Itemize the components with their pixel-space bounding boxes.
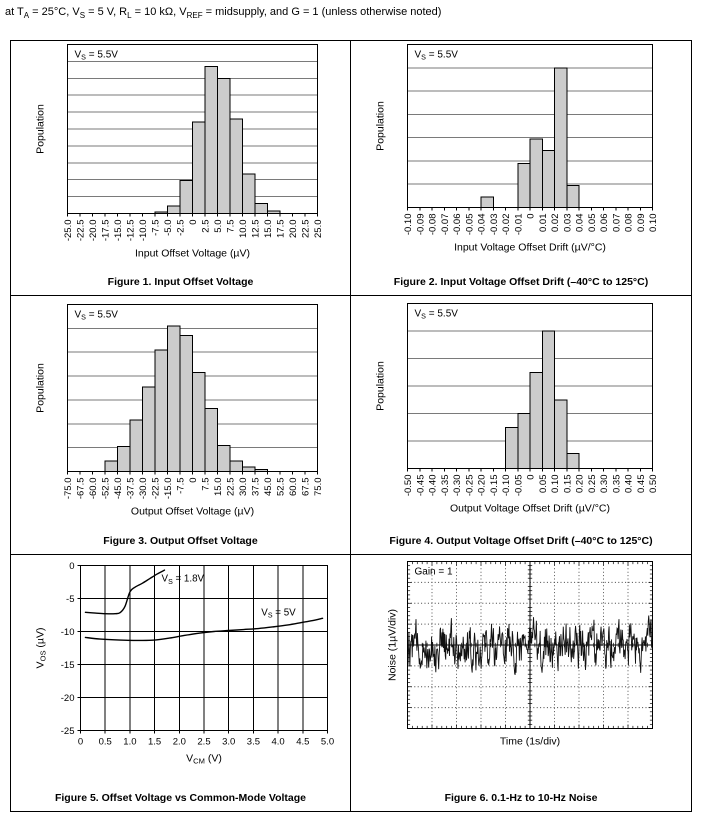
svg-text:-0.09: -0.09: [415, 213, 427, 236]
svg-text:-0.45: -0.45: [415, 474, 427, 497]
svg-text:0.04: 0.04: [574, 213, 586, 232]
svg-text:-0.01: -0.01: [513, 213, 525, 236]
conditions-text: at $T_A = 25^\circ C$, $V_S = 5$ V, $R_L = 10$ kΩ, $V_{REF}$ = midsupply, and G = 1 (unless otherwise noted): [5, 6, 442, 21]
svg-text:VCM (V): $V_{CM}$ (V): [186, 752, 222, 766]
svg-text:67.5: 67.5: [300, 477, 312, 496]
svg-text:Population: Population: [34, 104, 47, 154]
svg-text:0: 0: [525, 474, 537, 480]
svg-text:-0.25: -0.25: [464, 474, 476, 497]
svg-text:Population: Population: [34, 363, 47, 413]
svg-text:-15.0: -15.0: [113, 219, 124, 242]
svg-text:-5: -5: [66, 594, 75, 605]
svg-text:Population: Population: [374, 361, 387, 411]
svg-text:-0.20: -0.20: [476, 474, 488, 497]
svg-text:VOS (µV): $V_{OS}$ (µV): [34, 627, 48, 669]
offset-vs-common-mode-line-chart: [11, 555, 350, 797]
svg-text:-30.0: -30.0: [138, 477, 149, 500]
svg-text:-75.0: -75.0: [63, 477, 74, 500]
svg-text:-0.02: -0.02: [501, 213, 512, 236]
figure-1-caption: Figure 1. Input Offset Voltage: [107, 276, 254, 288]
figure-cell-3: [11, 296, 351, 555]
svg-text:-0.50: -0.50: [403, 474, 414, 497]
svg-text:0.07: 0.07: [611, 213, 623, 232]
svg-text:0.01: 0.01: [537, 213, 549, 232]
svg-text:3.0: 3.0: [222, 736, 236, 748]
svg-text:10.0: 10.0: [238, 219, 249, 238]
svg-text:0: 0: [69, 561, 75, 572]
svg-text:2.5: 2.5: [200, 219, 212, 233]
svg-text:1.0: 1.0: [123, 736, 137, 748]
svg-text:12.5: 12.5: [250, 219, 262, 238]
svg-text:0: 0: [188, 219, 199, 225]
svg-text:-15.0: -15.0: [163, 477, 174, 500]
svg-text:5.0: 5.0: [320, 736, 335, 748]
svg-text:2.0: 2.0: [172, 736, 186, 748]
svg-text:-20.0: -20.0: [88, 219, 99, 242]
svg-text:-0.07: -0.07: [439, 213, 451, 236]
svg-text:-12.5: -12.5: [125, 219, 137, 242]
svg-text:0.05: 0.05: [537, 474, 549, 493]
svg-text:VS = 5.5V: $V_S = 5.5V$: [74, 49, 118, 62]
figure-cell-6: [351, 555, 691, 811]
svg-text:-22.5: -22.5: [150, 477, 162, 500]
svg-text:3.5: 3.5: [246, 736, 261, 748]
svg-text:-15: -15: [60, 660, 75, 671]
svg-text:0.40: 0.40: [623, 474, 635, 493]
svg-text:60.0: 60.0: [288, 477, 299, 496]
svg-text:1.5: 1.5: [147, 736, 162, 748]
svg-text:-0.05: -0.05: [464, 213, 476, 236]
svg-text:Output Offset Voltage (µV): Output Offset Voltage (µV): [130, 505, 255, 518]
svg-text:-0.15: -0.15: [488, 474, 500, 497]
svg-text:-0.35: -0.35: [439, 474, 451, 497]
svg-text:-5.0: -5.0: [163, 219, 174, 236]
svg-text:0.06: 0.06: [599, 213, 610, 232]
figure-cell-4: [351, 296, 691, 555]
svg-text:0.08: 0.08: [623, 213, 635, 232]
svg-text:0.09: 0.09: [635, 213, 647, 232]
svg-text:0: 0: [525, 213, 537, 219]
svg-text:-10: -10: [60, 627, 75, 638]
svg-text:-0.05: -0.05: [513, 474, 525, 497]
svg-text:15.0: 15.0: [213, 477, 224, 496]
svg-text:30.0: 30.0: [238, 477, 249, 496]
svg-text:-37.5: -37.5: [125, 477, 137, 500]
svg-text:0.25: 0.25: [586, 474, 598, 493]
svg-text:-25.0: -25.0: [63, 219, 74, 242]
svg-text:-10.0: -10.0: [138, 219, 149, 242]
svg-text:2.5: 2.5: [197, 736, 211, 748]
noise-scope-plot: [351, 555, 690, 797]
svg-text:0.03: 0.03: [562, 213, 574, 232]
figure-3-caption: Figure 3. Output Offset Voltage: [103, 535, 258, 547]
figure-2-caption: Figure 2. Input Voltage Offset Drift (–40°C to 125°C): [393, 276, 649, 288]
svg-text:-60.0: -60.0: [88, 477, 99, 500]
svg-text:0.30: 0.30: [599, 474, 610, 493]
svg-text:VS = 5.5V: $V_S = 5.5V$: [414, 308, 458, 321]
svg-text:4.0: 4.0: [271, 736, 285, 748]
svg-text:-25: -25: [60, 726, 75, 737]
typical-characteristics-grid: [10, 40, 692, 812]
svg-text:0.10: 0.10: [648, 213, 659, 232]
figure-cell-5: [11, 555, 351, 811]
svg-text:-2.5: -2.5: [175, 219, 187, 236]
svg-text:VS = 5V: $V_S = 5V$: [261, 607, 296, 620]
svg-text:Output Voltage Offset Drift (µ: Output Voltage Offset Drift (µV/°C): [449, 502, 611, 515]
output-offset-drift-histogram: [351, 296, 690, 540]
svg-text:-0.10: -0.10: [403, 213, 414, 236]
svg-text:0.5: 0.5: [98, 736, 112, 748]
svg-text:0.35: 0.35: [611, 474, 623, 493]
svg-text:0.20: 0.20: [574, 474, 586, 493]
svg-text:-0.08: -0.08: [427, 213, 439, 236]
svg-text:-7.5: -7.5: [150, 219, 162, 236]
svg-text:17.5: 17.5: [275, 219, 287, 238]
svg-text:-0.06: -0.06: [452, 213, 463, 236]
svg-text:Input Voltage Offset Drift (µV: Input Voltage Offset Drift (µV/°C): [454, 241, 606, 254]
svg-text:VS = 5.5V: $V_S = 5.5V$: [414, 49, 458, 62]
svg-text:-0.10: -0.10: [501, 474, 512, 497]
svg-text:4.5: 4.5: [296, 736, 310, 748]
figure-6-caption: Figure 6. 0.1-Hz to 10-Hz Noise: [444, 792, 598, 804]
input-offset-drift-histogram: [351, 41, 690, 281]
svg-text:-0.04: -0.04: [476, 213, 488, 236]
svg-text:75.0: 75.0: [313, 477, 324, 496]
svg-text:0.10: 0.10: [550, 474, 561, 493]
svg-text:Population: Population: [374, 101, 387, 151]
output-offset-voltage-histogram: [11, 296, 350, 540]
figure-cell-2: [351, 41, 691, 296]
svg-text:0.50: 0.50: [648, 474, 659, 493]
svg-text:37.5: 37.5: [250, 477, 262, 496]
svg-text:-22.5: -22.5: [75, 219, 87, 242]
svg-text:Input Offset Voltage (µV): Input Offset Voltage (µV): [134, 247, 251, 260]
svg-text:0.45: 0.45: [635, 474, 647, 493]
svg-text:0: 0: [77, 736, 84, 748]
svg-text:-0.03: -0.03: [488, 213, 500, 236]
svg-text:7.5: 7.5: [225, 219, 237, 233]
svg-text:-45.0: -45.0: [113, 477, 124, 500]
svg-text:-52.5: -52.5: [100, 477, 112, 500]
svg-text:-7.5: -7.5: [175, 477, 187, 494]
svg-text:-17.5: -17.5: [100, 219, 112, 242]
svg-text:Time (1s/div): Time (1s/div): [499, 735, 561, 748]
svg-text:25.0: 25.0: [313, 219, 324, 238]
svg-text:0: 0: [188, 477, 199, 483]
svg-text:22.5: 22.5: [300, 219, 312, 238]
svg-text:-0.40: -0.40: [427, 474, 439, 497]
svg-text:15.0: 15.0: [263, 219, 274, 238]
svg-text:7.5: 7.5: [200, 477, 212, 491]
svg-text:52.5: 52.5: [275, 477, 287, 496]
svg-text:-0.30: -0.30: [452, 474, 463, 497]
svg-text:5.0: 5.0: [213, 219, 224, 233]
figure-cell-1: [11, 41, 351, 296]
figure-4-caption: Figure 4. Output Voltage Offset Drift (–40°C to 125°C): [389, 535, 653, 547]
svg-text:-67.5: -67.5: [75, 477, 87, 500]
svg-text:22.5: 22.5: [225, 477, 237, 496]
svg-text:VS = 5.5V: $V_S = 5.5V$: [74, 309, 118, 322]
svg-text:45.0: 45.0: [263, 477, 274, 496]
svg-text:0.02: 0.02: [550, 213, 561, 232]
svg-text:0.05: 0.05: [586, 213, 598, 232]
svg-text:-20: -20: [60, 693, 75, 704]
svg-text:20.0: 20.0: [288, 219, 299, 238]
svg-text:0.15: 0.15: [562, 474, 574, 493]
input-offset-voltage-histogram: [11, 41, 350, 281]
svg-text:VS = 1.8V: $V_S = 1.8V$: [161, 573, 205, 586]
svg-text:Gain = 1: Gain = 1: [414, 566, 453, 578]
svg-text:Noise (1µV/div): Noise (1µV/div): [386, 609, 399, 681]
figure-5-caption: Figure 5. Offset Voltage vs Common-Mode Voltage: [54, 792, 307, 804]
